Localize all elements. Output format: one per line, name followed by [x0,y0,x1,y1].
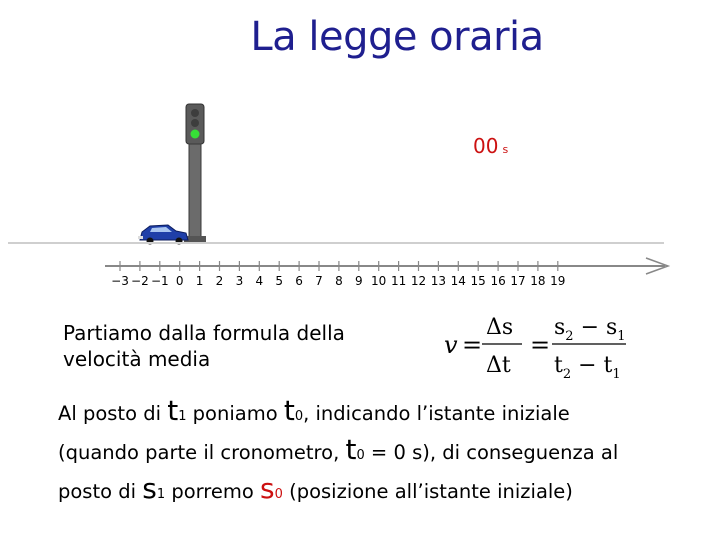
axis-tick-label: 11 [390,274,407,288]
formula-eq-2: = [530,331,551,359]
formula-delta-t: Δt [486,353,511,378]
formula-delta-s: Δs [486,315,514,340]
axis-tick-label: −3 [111,274,129,288]
intro-line-2: velocità media [63,347,211,371]
intro-line-1: Partiamo dalla formula della [63,321,345,345]
para-line-3: posto di s1 porremo s0 (posizione all’istante iniziale) [58,472,573,505]
axis-tick-label: 5 [275,274,284,288]
axis-tick-label: 2 [215,274,224,288]
formula-v: v [444,331,458,359]
axis-tick-label: 3 [235,274,244,288]
axis-tick-label: 6 [295,274,303,288]
explanation-paragraph [58,396,698,513]
car-icon [138,225,188,245]
axis-tick-label: 4 [255,274,264,288]
axis-tick-label: −2 [131,274,149,288]
number-axis [105,258,668,288]
axis-tick-label: 19 [550,274,566,288]
formula-eq-1: = [462,331,483,359]
axis-tick-label: 10 [371,274,387,288]
axis-tick-label: 8 [335,274,343,288]
axis-tick-label: 13 [430,274,447,288]
traffic-light-icon [184,104,206,242]
stopwatch-unit: s [502,143,509,156]
axis-tick-label: −1 [150,274,169,288]
axis-tick-label: 0 [175,274,184,288]
axis-tick-label: 16 [490,274,506,288]
velocity-formula [440,308,640,388]
axis-tick-label: 1 [195,274,204,288]
para-line-1: Al posto di t1 poniamo t0, indicando l’istante iniziale [58,394,570,427]
intro-text [63,320,345,372]
axis-tick-label: 15 [470,274,486,288]
formula-num-2: $s_2 - s_1$ [554,315,626,344]
formula-den-2: $t_2 - t_1$ [554,353,621,382]
axis-tick-label: 18 [530,274,546,288]
stopwatch-value: 00 [473,134,499,158]
axis-tick-label: 14 [450,274,466,288]
para-line-2: (quando parte il cronometro, t0 = 0 s), di conseguenza al [58,433,619,466]
axis-tick-label: 9 [354,274,363,288]
axis-tick-label: 17 [510,274,526,288]
axis-tick-label: 7 [315,274,323,288]
axis-tick-label: 12 [410,274,427,288]
slide-title: La legge oraria [250,14,544,60]
